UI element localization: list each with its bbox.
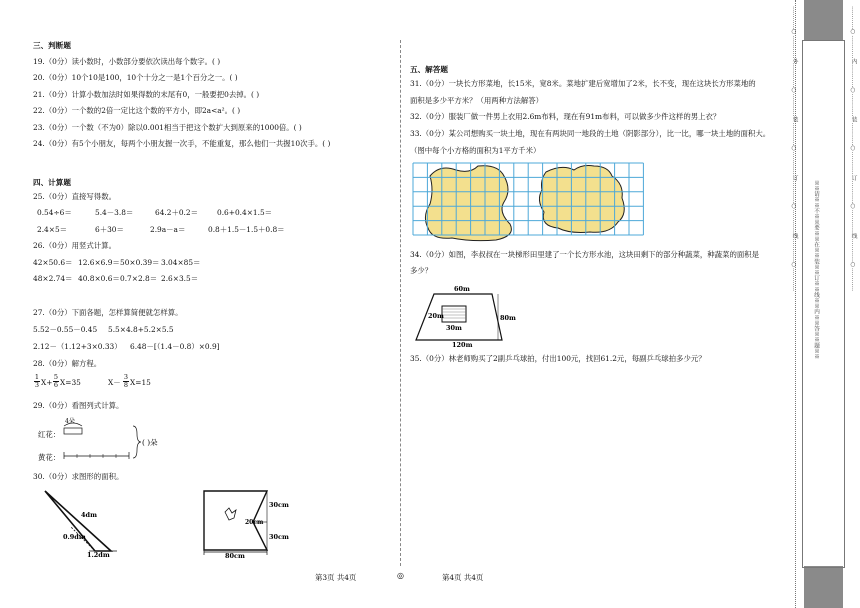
q28-eq1-x: X+ (41, 378, 53, 387)
q28-eq1-rest: X=35 (60, 378, 81, 387)
fig2-label: 30cm (269, 533, 289, 541)
red-bar (64, 428, 82, 434)
question-32: 32.（0分）服装厂做一件男上衣用2.6m布料，现在有91m布料，可以做多少件这样的男上衣？ (410, 112, 721, 121)
outer-binding-text: …………○…………外…………○…………装…………○…………订…………○…………线…………○………… (791, 6, 797, 292)
fig2-label: 80cm (225, 552, 245, 560)
question-34-line1: 34.（0分）如图，李叔叔在一块梯形田里建了一个长方形水池，这块田剩下的部分种蔬菜，种蔬菜的面积是 (410, 250, 760, 259)
q29-top-label: 4朵 (65, 418, 75, 425)
question-26: 26.（0分）用竖式计算。 (33, 241, 116, 250)
yellow-flower-label: 黄花： (38, 453, 61, 462)
q27-item: 6.48－[（1.4－0.8）×0.9] (130, 342, 220, 351)
section5-title: 五、解答题 (410, 65, 448, 74)
question-31-line2: 面积是多少平方米？（用两种方法解答） (410, 96, 544, 105)
question-33-line1: 33.（0分）某公司想购买一块土地，现在有两块同一地段的土地（阴影部分），比一比，哪一块土地的面积大。 (410, 129, 771, 138)
q27-item: 5.5×4.8+5.2×5.5 (108, 325, 174, 334)
q26-item: 12.6×6.9＝ (78, 258, 120, 267)
question-27: 27.（0分）下面各题，怎样算简便就怎样算。 (33, 308, 183, 317)
q25-item: 0.8＋1.5－1.5＋0.8＝ (208, 225, 285, 234)
figure-triangle (41, 487, 141, 559)
fig1-label: 0.9dm (63, 533, 86, 541)
q26-item: 40.8×0.6＝ (78, 274, 120, 283)
inner-binding-text: …………○…………内…………○…………装…………○…………订…………○…………线…………○………… (850, 6, 856, 292)
section4-title: 四、计算题 (33, 178, 71, 187)
q25-item: 2.9a－a＝ (150, 225, 186, 234)
section3-title: 三、判断题 (33, 41, 71, 50)
flower-icon (225, 508, 236, 520)
question-21: 21.（0分）计算小数加法时如果得数的末尾有0，一般要把0去掉。( ) (33, 90, 260, 99)
gray-block-top (804, 0, 843, 40)
q28-eq2-rest: X=15 (130, 378, 151, 387)
question-30: 30.（0分）求图形的面积。 (33, 472, 124, 481)
question-28: 28.（0分）解方程。 (33, 359, 102, 368)
q25-item: 0.54÷6＝ (37, 208, 72, 217)
binding-margin (782, 0, 860, 608)
fig2-label: 20cm (245, 519, 264, 526)
question-34-line2: 多少？ (410, 266, 433, 275)
fig1-label: 1.2dm (87, 551, 110, 559)
q28-eq2-x: X－ (108, 378, 121, 387)
q26-item: 50×0.39＝ (120, 258, 160, 267)
q27-item: 2.12－（1.12+3×0.33） (33, 342, 122, 351)
question-35: 35.（0分）林老师购买了2副乒乓球拍，付出100元，找回61.2元，每副乒乓球拍多少元？ (410, 354, 706, 363)
question-25: 25.（0分）直接写得数。 (33, 192, 116, 201)
q26-item: 48×2.74＝ (33, 274, 73, 283)
fig2-label: 30cm (269, 501, 289, 509)
q29-answer: ( )朵 (142, 438, 158, 447)
red-flower-label: 红花： (38, 430, 61, 439)
q25-item: 6＋30＝ (95, 225, 124, 234)
q25-item: 5.4－3.8＝ (95, 208, 134, 217)
fig34-label: 60m (454, 285, 470, 293)
fig34-label: 120m (452, 341, 473, 349)
q26-item: 0.7×2.8＝ (120, 274, 158, 283)
gray-block-bottom (804, 566, 843, 608)
question-33-line2: （图中每个小方格的面积为1平方千米） (410, 146, 541, 155)
question-19: 19.（0分）读小数时，小数部分要依次读出每个数字。( ) (33, 57, 221, 66)
q27-item: 5.52－0.55－0.45 (33, 325, 98, 334)
question-29: 29.（0分）看图列式计算。 (33, 401, 124, 410)
page-number-left: 第3页 共4页 (315, 573, 357, 582)
q25-item: 64.2＋0.2＝ (155, 208, 198, 217)
q26-item: 2.6×3.5＝ (161, 274, 199, 283)
question-23: 23.（0分）一个数（不为0）除以0.001相当于把这个数扩大到原来的1000倍。( ) (33, 123, 302, 132)
binding-warning: ※※请※※不※※要※※在※※装※※订※※线※※内※※答※※题※※ (813, 180, 819, 360)
question-24: 24.（0分）有5个小朋友，每两个小朋友握一次手，不能重复，那么他们一共握10次手。( ) (33, 139, 331, 148)
fig34-label: 80m (500, 314, 516, 322)
q25-item: 2.4×5＝ (37, 225, 68, 234)
question-31-line1: 31.（0分）一块长方形菜地，长15米，宽8米。菜地扩建后宽增加了2米，长不变，现在这块长方形菜地的 (410, 79, 756, 88)
warning-strip (802, 40, 845, 568)
page-number-right: 第4页 共4页 (442, 573, 484, 582)
fig34-label: 30m (446, 324, 462, 332)
q34-trapezoid-figure (412, 282, 516, 349)
q26-item: 42×50.6＝ (33, 258, 73, 267)
fraction: 3 8 (123, 373, 129, 389)
q33-grid-figure (412, 162, 644, 246)
q26-item: 3.04×85＝ (161, 258, 201, 267)
question-22: 22.（0分）一个数的2倍一定比这个数的平方小，即2a<a²。( ) (33, 106, 241, 115)
brace-right (133, 426, 141, 458)
question-20: 20.（0分）10个10是100，10个十分之一是1个百分之一。( ) (33, 73, 238, 82)
figure-notched-rect (201, 488, 311, 560)
column-divider (400, 40, 401, 566)
fig1-label: 4dm (81, 511, 97, 519)
fraction: 5 6 (53, 373, 59, 389)
q29-figure (33, 414, 183, 466)
page-center-mark: ◎ (397, 571, 404, 580)
fig34-label: 20m (428, 312, 444, 320)
fraction: 1 3 (34, 373, 40, 389)
q25-item: 0.6+0.4×1.5＝ (217, 208, 273, 217)
